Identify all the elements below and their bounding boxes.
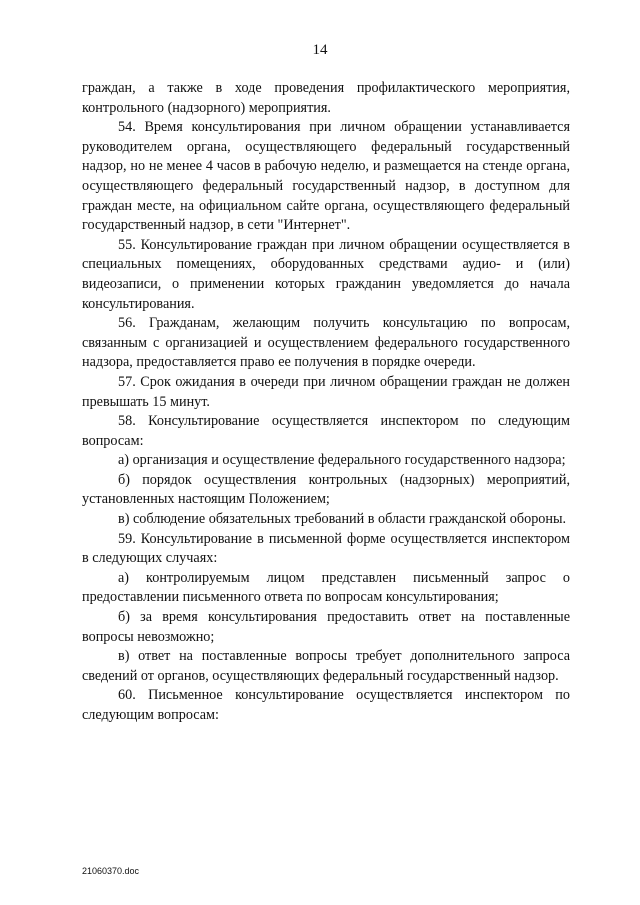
paragraph-59-a: а) контролируемым лицом представлен письменный запрос о предоставлении письменного ответа по вопросам консультирования; — [82, 569, 570, 606]
paragraph-55: 55. Консультирование граждан при личном обращении осуществляется в специальных помещениях, оборудованных средствами аудио- и (или) видеозаписи, о применении которых гражданин уведомляется до начала консультирования. — [82, 236, 570, 312]
paragraph-58: 58. Консультирование осуществляется инспектором по следующим вопросам: — [82, 413, 570, 449]
paragraph-58-a: а) организация и осуществление федерального государственного надзора; — [118, 452, 566, 469]
paragraph-59: 59. Консультирование в письменной форме осуществляется инспектором в следующих случаях: — [82, 530, 570, 567]
paragraph-59-b: б) за время консультирования предоставить ответ на поставленные вопросы невозможно; — [82, 609, 570, 645]
file-footer: 21060370.doc — [82, 866, 140, 876]
paragraph-60: 60. Письменное консультирование осуществляется инспектором по следующим вопросам: — [82, 687, 570, 723]
paragraph-58-b: б) порядок осуществления контрольных (надзорных) мероприятий, установленных настоящим Положением; — [82, 471, 570, 508]
paragraph-56: 56. Гражданам, желающим получить консультацию по вопросам, связанным с организацией и осуществлением федерального государственного надзора, предоставляется право ее получения в порядке очереди. — [82, 315, 570, 371]
paragraph-57: 57. Срок ожидания в очереди при личном обращении граждан не должен превышать 15 минут. — [82, 373, 570, 410]
document-body — [82, 79, 570, 726]
paragraph-58-v: в) соблюдение обязательных требований в области гражданской обороны. — [118, 511, 567, 528]
page-number: 14 — [312, 42, 328, 58]
paragraph-59-v: в) ответ на поставленные вопросы требует дополнительного запроса сведений от органов, осуществляющих федеральный государственный надзор. — [82, 648, 570, 684]
paragraph-54: 54. Время консультирования при личном обращении устанавливается руководителем органа, осуществляющего федеральный государственный надзор, но не менее 4 часов в рабочую неделю, и размещается на стенде органа, осуществляющего федеральный государственный надзор, в доступном для граждан месте, на официальном сайте органа, осуществляющего федеральный государственный надзор, в сети "Интернет". — [82, 119, 570, 234]
paragraph-continuation: граждан, а также в ходе проведения профилактического мероприятия, контрольного (надзорного) мероприятия. — [82, 80, 570, 116]
